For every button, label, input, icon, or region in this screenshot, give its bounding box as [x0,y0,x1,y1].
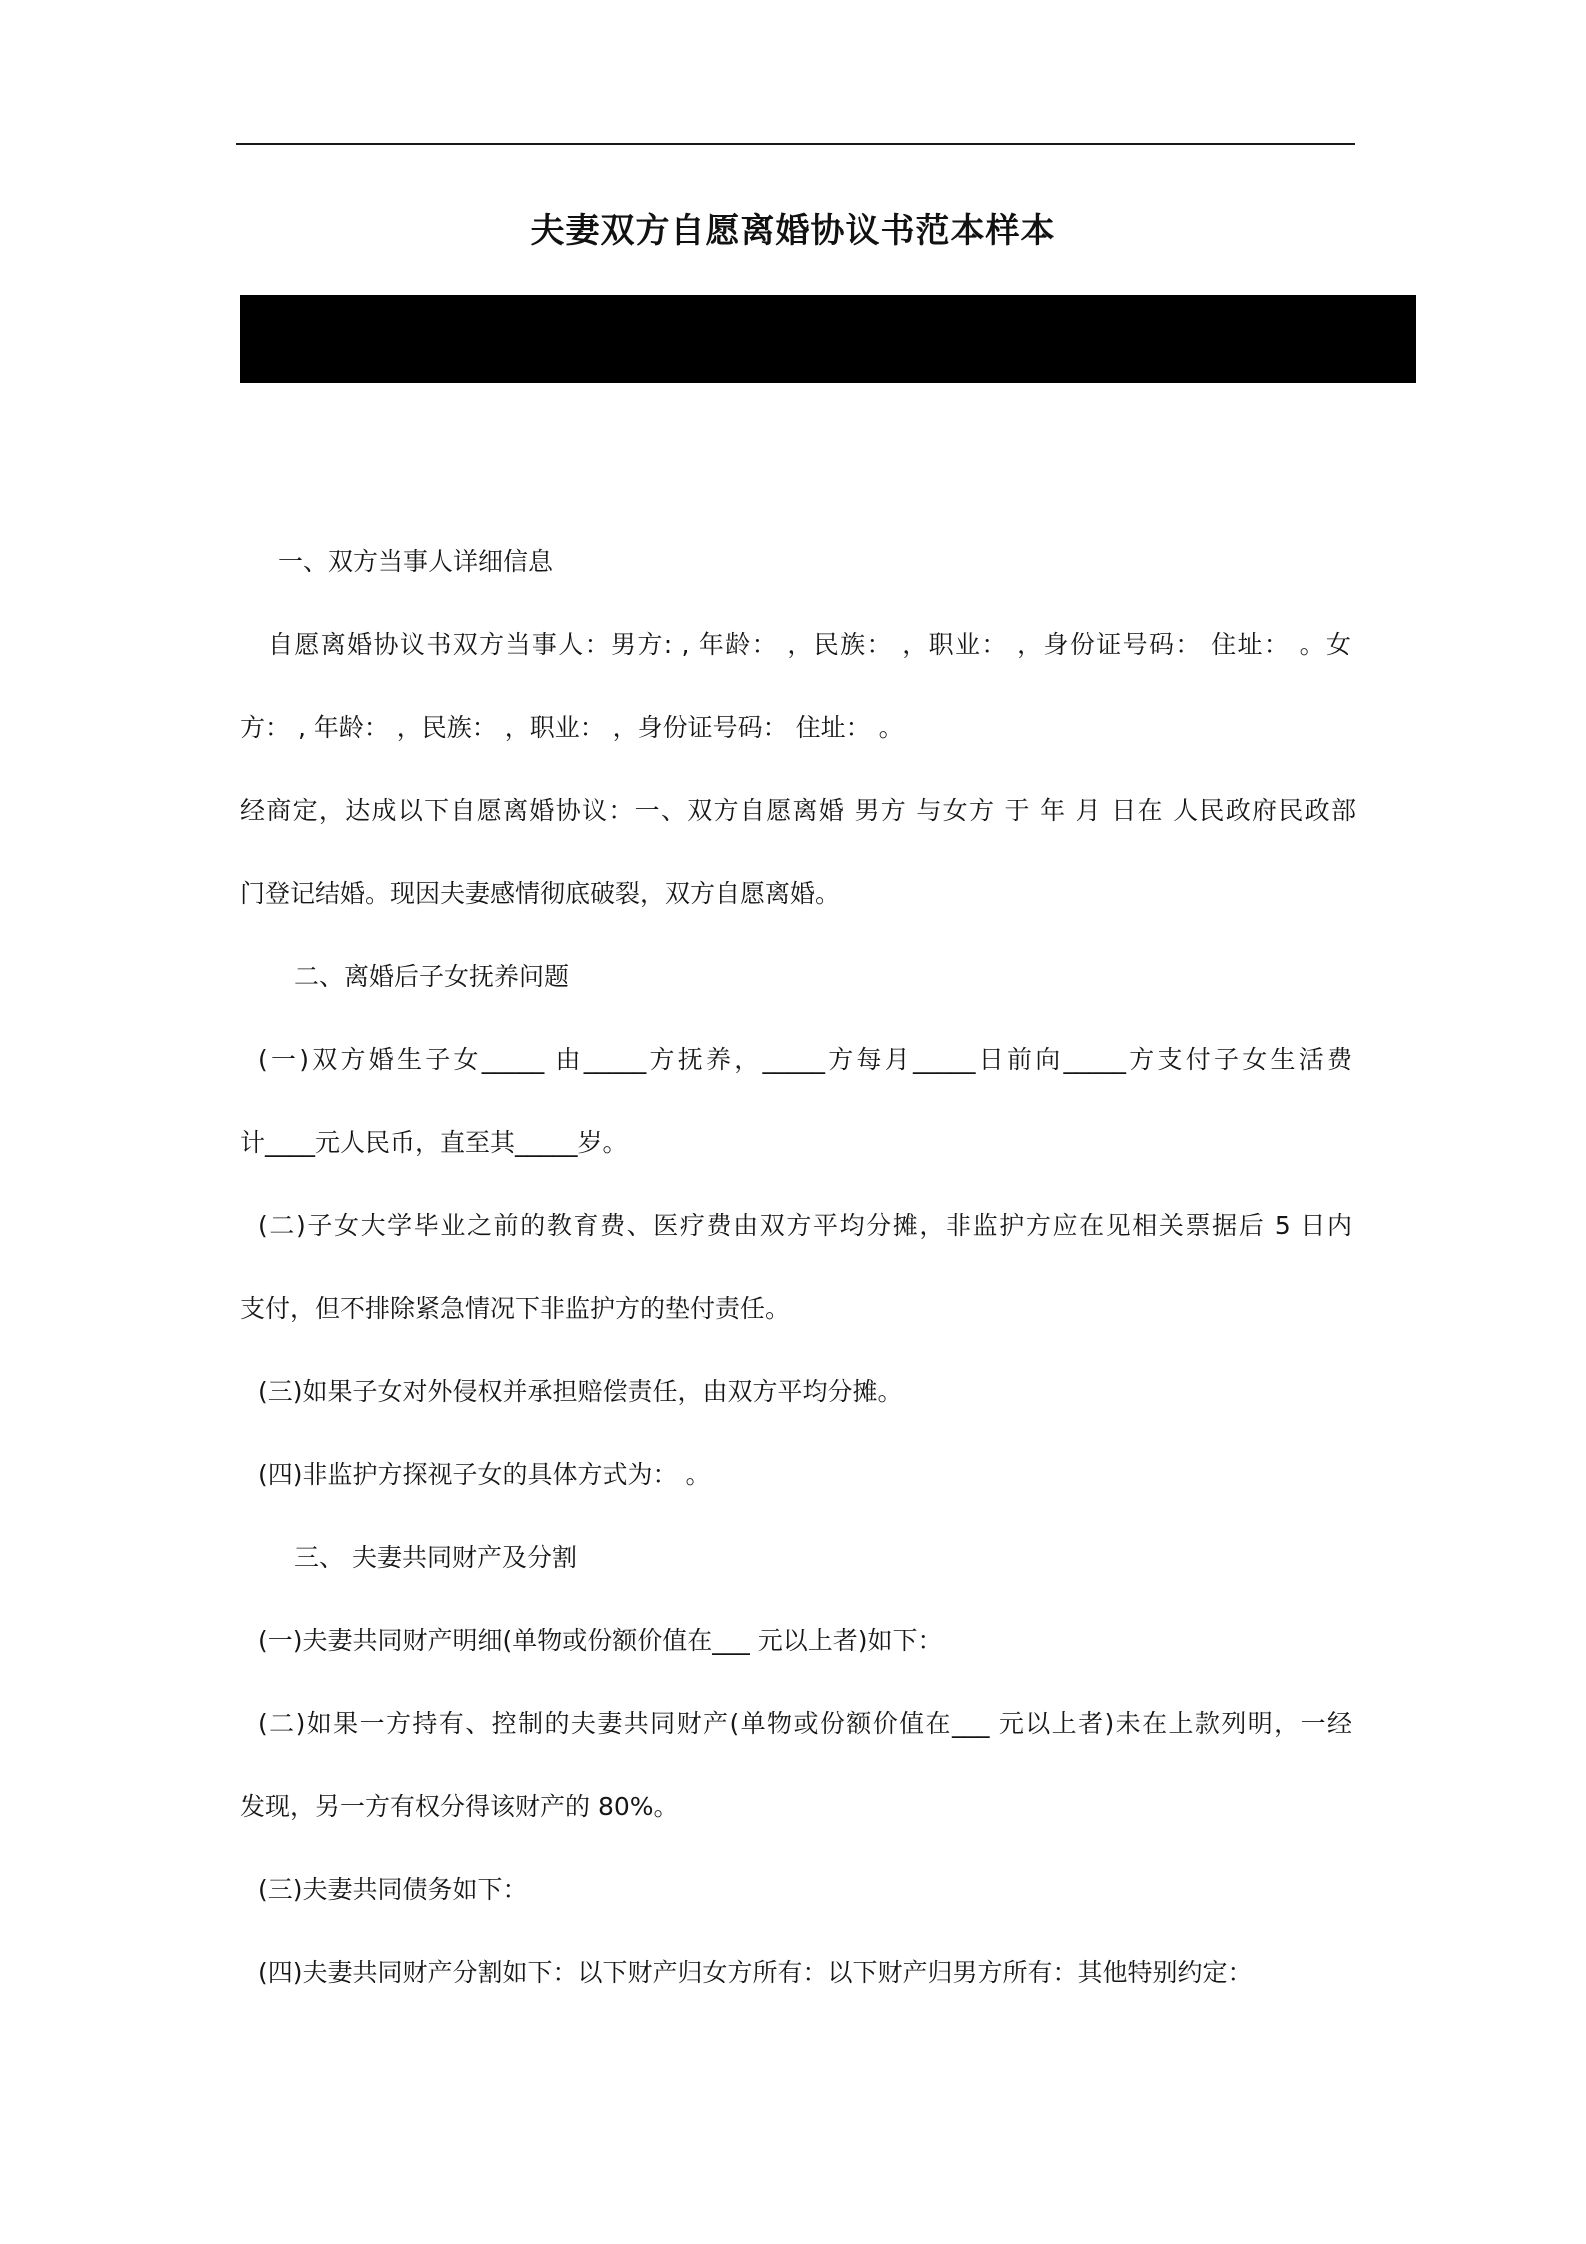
redaction-bar [240,295,1416,383]
paragraph-line: 支付，但不排除紧急情况下非监护方的垫付责任。 [240,1294,791,1323]
paragraph-line: 计____元人民币，直至其_____岁。 [240,1128,628,1157]
paragraph-line: (四)非监护方探视子女的具体方式为： 。 [258,1460,711,1489]
paragraph-line: (三)如果子女对外侵权并承担赔偿责任，由双方平均分摊。 [258,1377,903,1406]
paragraph-line: 方： , 年龄： ，民族： ，职业： ，身份证号码： 住址： 。 [240,713,904,742]
paragraph-line: (一)双方婚生子女_____ 由_____方抚养，_____方每月_____日前向_____方支付子女生活费 [258,1045,1352,1074]
section-heading-property: 三、 夫妻共同财产及分割 [294,1543,577,1572]
paragraph-line: 经商定，达成以下自愿离婚协议：一、双方自愿离婚 男方 与女方 于 年 月 日在 人民政府民政部 [240,796,1356,825]
section-heading-parties: 一、双方当事人详细信息 [278,547,554,576]
paragraph-line: 门登记结婚。现因夫妻感情彻底破裂，双方自愿离婚。 [240,879,841,908]
paragraph-line: (三)夫妻共同债务如下： [258,1875,528,1904]
paragraph-line: (一)夫妻共同财产明细(单物或份额价值在___ 元以上者)如下： [258,1626,943,1655]
section-heading-children: 二、离婚后子女抚养问题 [294,962,570,991]
header-rule [236,143,1355,145]
paragraph-line: (四)夫妻共同财产分割如下：以下财产归女方所有：以下财产归男方所有：其他特别约定： [258,1958,1253,1987]
paragraph-line: (二)如果一方持有、控制的夫妻共同财产(单物或份额价值在___ 元以上者)未在上款列明，一经 [258,1709,1352,1738]
document-title: 夫妻双方自愿离婚协议书范本样本 [530,211,1056,251]
paragraph-line: (二)子女大学毕业之前的教育费、医疗费由双方平均分摊，非监护方应在见相关票据后 5 日内 [258,1211,1352,1240]
paragraph-line: 自愿离婚协议书双方当事人：男方: , 年龄： ，民族： ，职业： ，身份证号码： 住址： 。女 [268,630,1351,659]
paragraph-line: 发现，另一方有权分得该财产的 80%。 [240,1792,679,1821]
